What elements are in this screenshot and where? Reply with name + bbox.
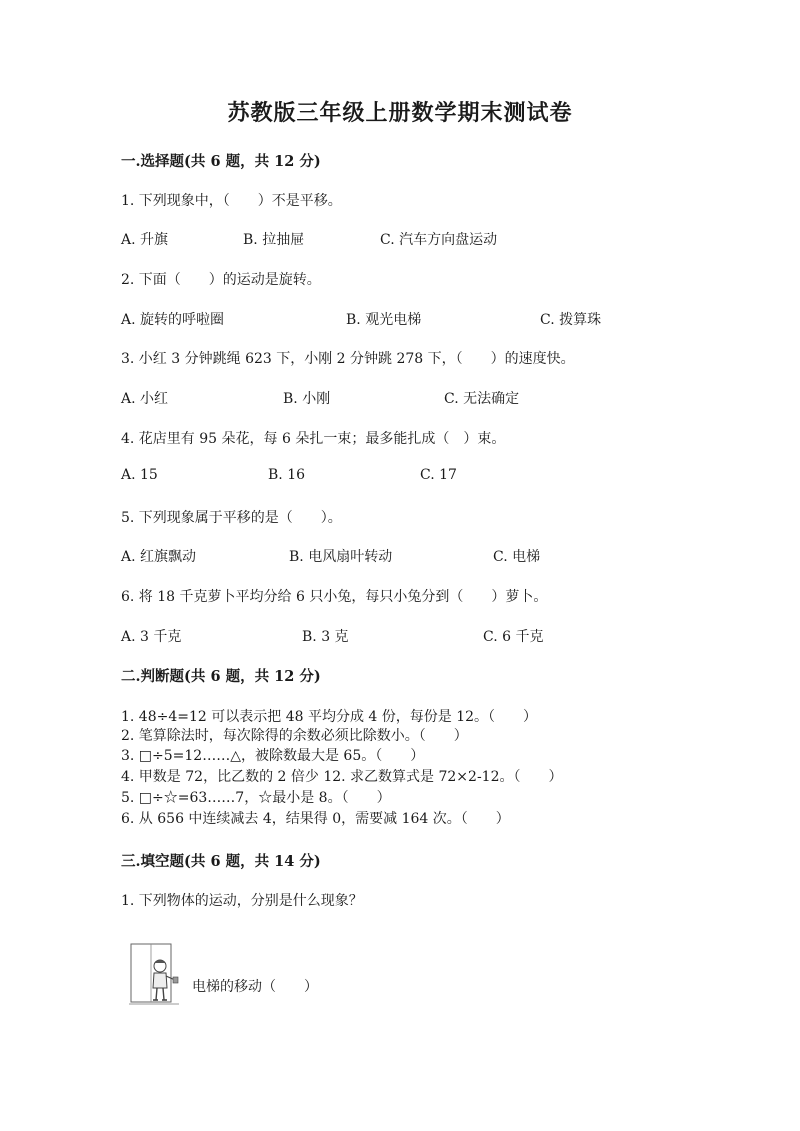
option-b: B. 16 — [268, 467, 306, 483]
judgment-item: 2. 笔算除法时，每次除得的余数必须比除数小。（ ） — [121, 728, 468, 744]
option-a: A. 旋转的呼啦圈 — [121, 312, 225, 328]
option-c: C. 无法确定 — [444, 391, 520, 407]
option-b: B. 拉抽屉 — [243, 232, 305, 248]
page-title: 苏教版三年级上册数学期末测试卷 — [227, 100, 573, 126]
option-a: A. 小红 — [121, 391, 169, 407]
option-c: C. 拨算珠 — [540, 312, 602, 328]
judgment-item: 4. 甲数是 72，比乙数的 2 倍少 12. 求乙数算式是 72×2-12。（ ） — [121, 769, 563, 785]
judgment-item: 3. □÷5=12……△，被除数最大是 65。（ ） — [121, 748, 425, 764]
option-c: C. 汽车方向盘运动 — [380, 232, 498, 248]
question-text: 1. 下列现象中，（ ）不是平移。 — [121, 193, 342, 209]
option-c: C. 电梯 — [493, 549, 541, 565]
section-heading-judgment: 二.判断题(共 6 题，共 12 分) — [121, 668, 321, 685]
judgment-item: 1. 48÷4=12 可以表示把 48 平均分成 4 份，每份是 12。（ ） — [121, 709, 538, 725]
question-text: 2. 下面（ ）的运动是旋转。 — [121, 272, 321, 288]
section-heading-choice: 一.选择题(共 6 题，共 12 分) — [121, 153, 321, 170]
question-text: 3. 小红 3 分钟跳绳 623 下，小刚 2 分钟跳 278 下，（ ）的速度快。 — [121, 351, 575, 367]
option-a: A. 红旗飘动 — [121, 549, 197, 565]
option-b: B. 观光电梯 — [346, 312, 422, 328]
option-c: C. 17 — [420, 467, 457, 483]
option-a: A. 3 千克 — [121, 629, 182, 645]
option-a: A. 升旗 — [121, 232, 169, 248]
figure-caption: 电梯的移动（ ） — [192, 979, 318, 995]
question-text: 5. 下列现象属于平移的是（ ）。 — [121, 510, 342, 526]
option-b: B. 小刚 — [283, 391, 331, 407]
judgment-item: 6. 从 656 中连续减去 4，结果得 0，需要减 164 次。（ ） — [121, 811, 510, 827]
option-a: A. 15 — [121, 467, 158, 483]
question-text: 6. 将 18 千克萝卜平均分给 6 只小兔，每只小兔分到（ ）萝卜。 — [121, 589, 548, 605]
question-text: 4. 花店里有 95 朵花，每 6 朵扎一束；最多能扎成（ ）束。 — [121, 431, 506, 447]
fill-blank-item: 1. 下列物体的运动，分别是什么现象？ — [121, 893, 363, 909]
option-b: B. 3 克 — [302, 629, 349, 645]
elevator-illustration — [129, 942, 187, 1012]
option-c: C. 6 千克 — [483, 629, 544, 645]
option-b: B. 电风扇叶转动 — [289, 549, 393, 565]
section-heading-fill-blank: 三.填空题(共 6 题，共 14 分) — [121, 853, 321, 870]
judgment-item: 5. □÷☆=63……7，☆最小是 8。（ ） — [121, 790, 391, 806]
